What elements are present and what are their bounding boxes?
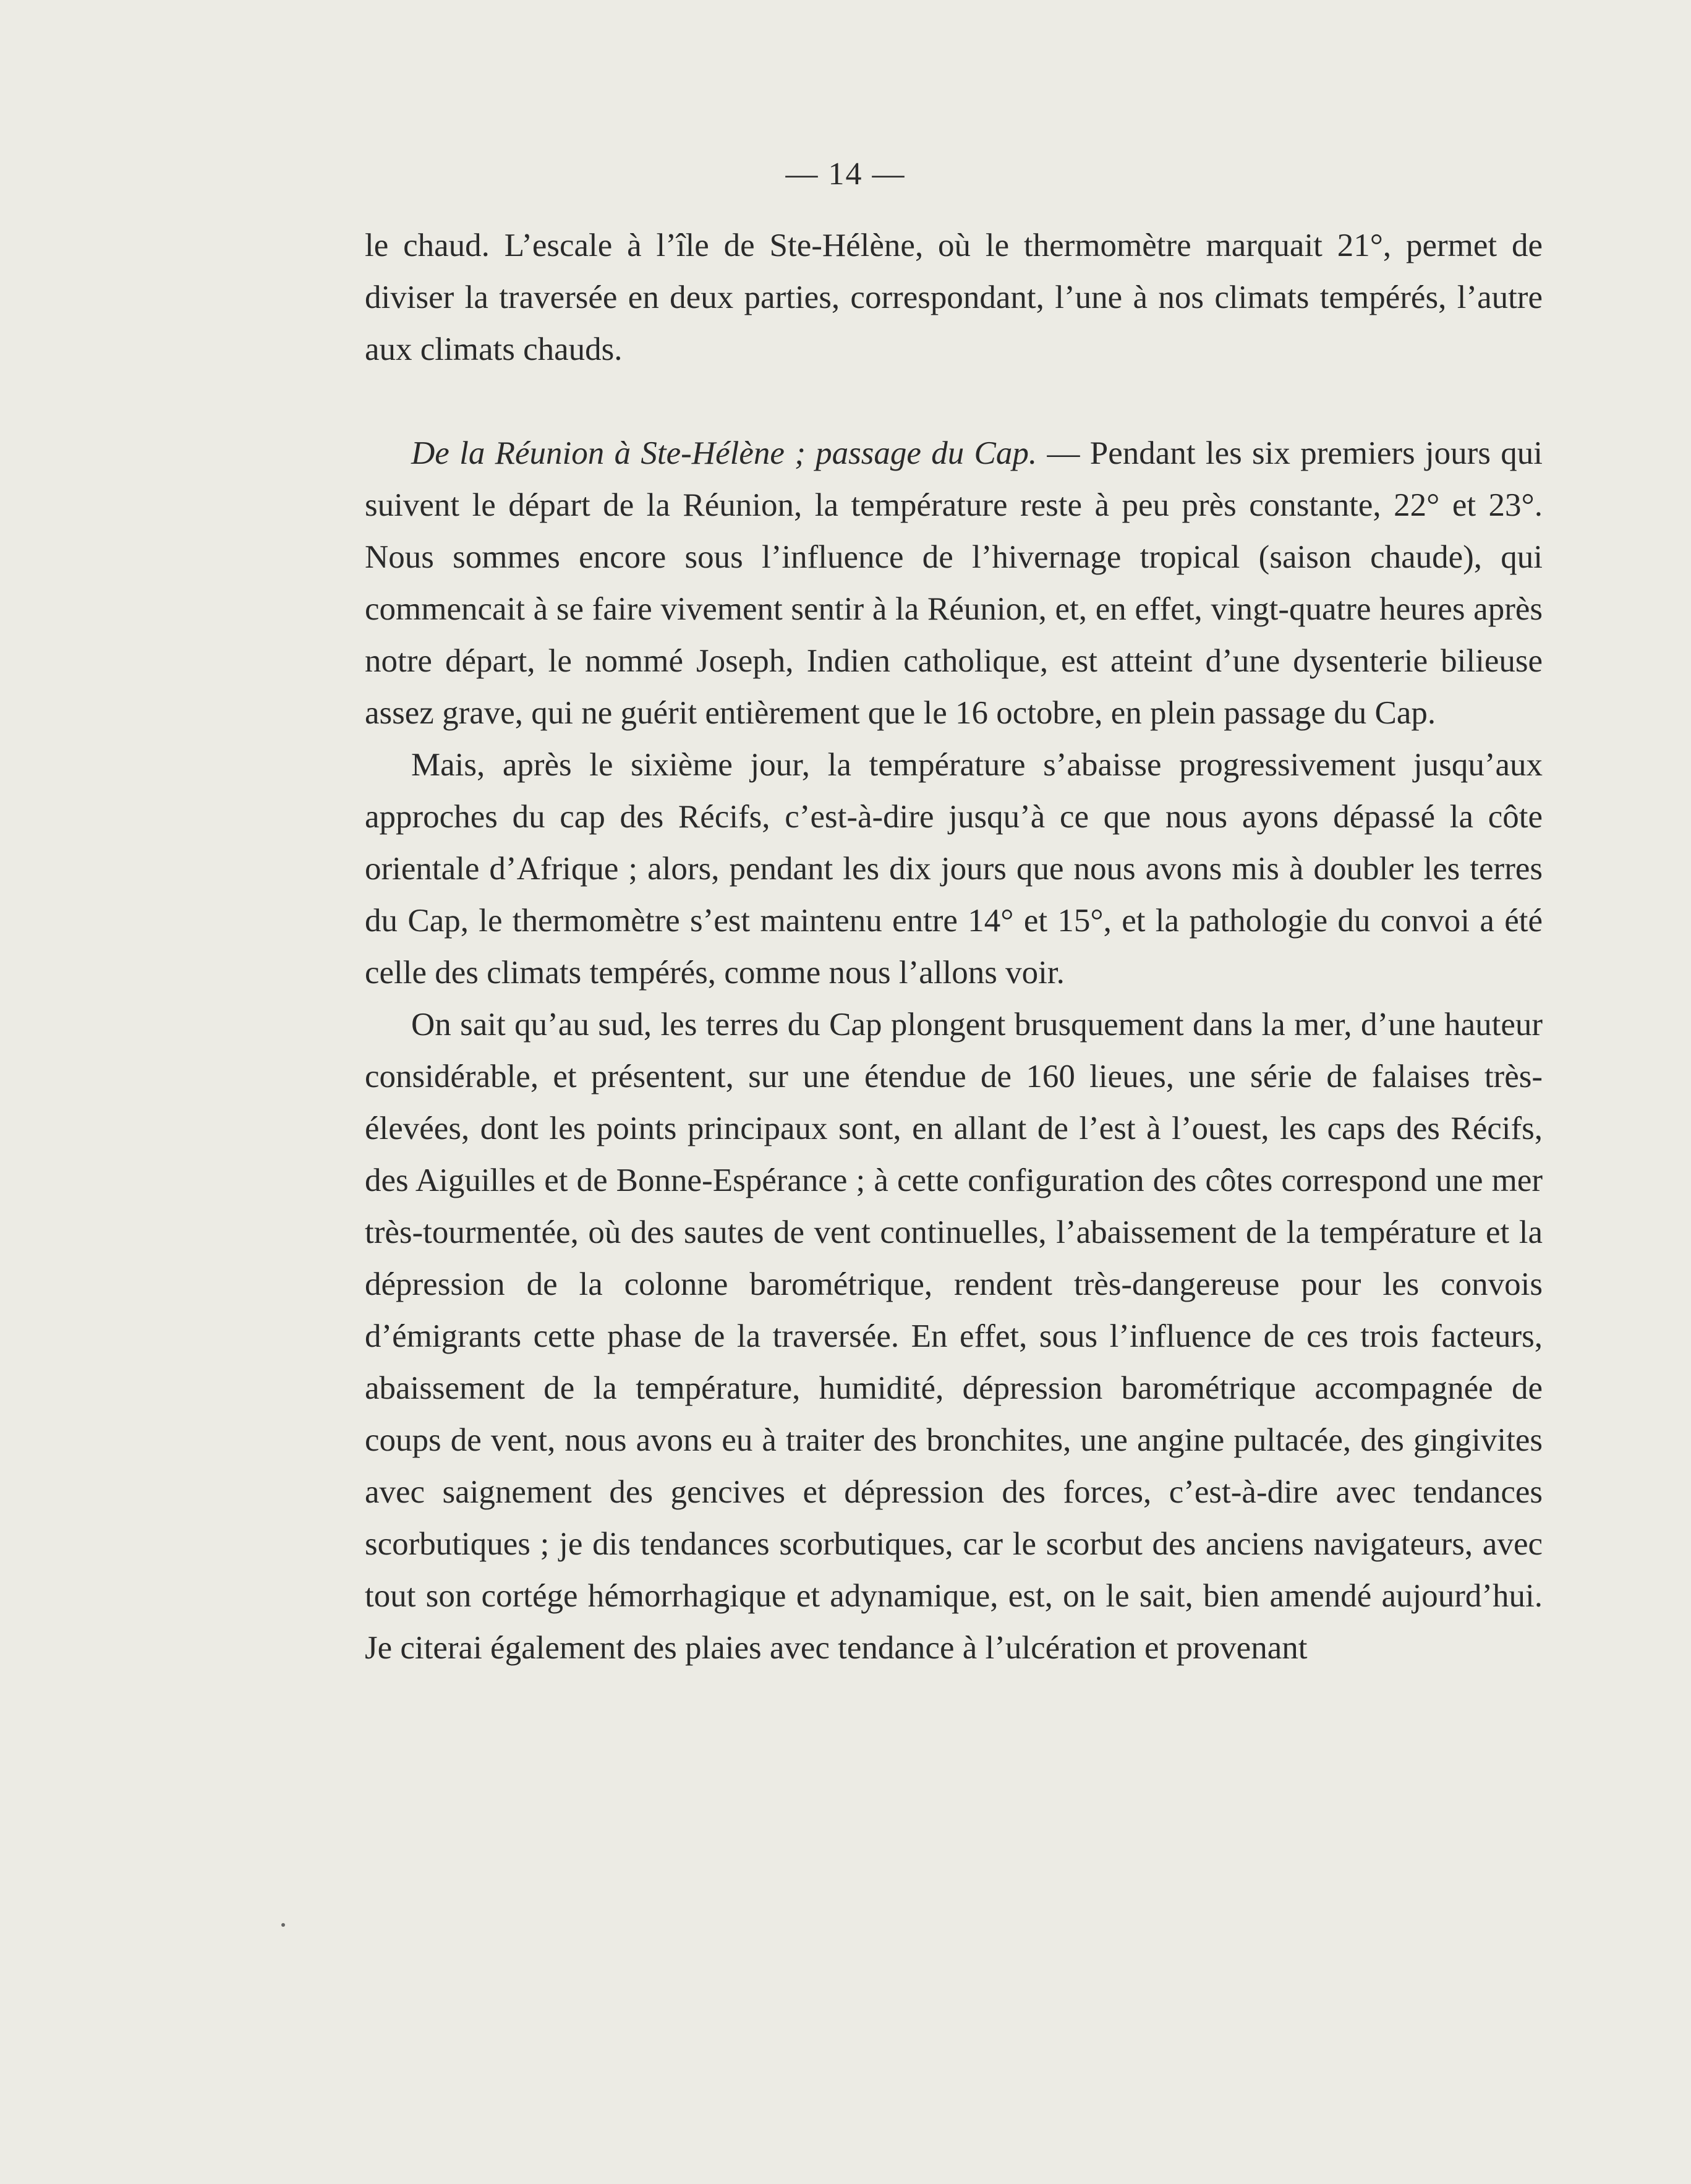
- section-title: De la Réunion à Ste-Hélène ; passage du Cap.: [411, 435, 1037, 471]
- margin-speck: [281, 1923, 285, 1927]
- paragraph-section-reunion: [365, 427, 1543, 739]
- paragraph-cape: On sait qu’au sud, les terres du Cap plongent brusquement dans la mer, d’une hauteur considérable, et présentent, sur une étendue de 160 lieues, une série de falaises très-élevées, dont les points principaux sont, en allant de l’est à l’ouest, les caps des Récifs, des Aiguilles et de Bonne-Espérance ; à cette configuration des côtes correspond une mer très-tourmentée, où des sautes de vent continuelles, l’abaissement de la température et la dépression de la colonne barométrique, rendent très-dangereuse pour les convois d’émigrants cette phase de la traversée. En effet, sous l’influence de ces trois facteurs, abaissement de la température, humidité, dépression barométrique accompagnée de coups de vent, nous avons eu à traiter des bronchites, une angine pultacée, des gingivites avec saignement des gencives et dépression des forces, c’est-à-dire avec tendances scorbutiques ; je dis tendances scorbutiques, car le scorbut des anciens navigateurs, avec tout son cortége hémorrhagique et adynamique, est, on le sait, bien amendé aujourd’hui. Je citerai également des plaies avec tendance à l’ulcération et provenant: [365, 1007, 1543, 1666]
- section-body: — Pendant les six premiers jours qui suivent le départ de la Réunion, la température reste à peu près constante, 22° et 23°. Nous sommes encore sous l’influence de l’hivernage tropical (saison chaude), qui commencait à se faire vivement sentir à la Réunion, et, en effet, vingt-quatre heures après notre départ, le nommé Joseph, Indien catholique, est atteint d’une dysenterie bilieuse assez grave, qui ne guérit entièrement que le 16 octobre, en plein passage du Cap.: [365, 435, 1543, 731]
- paragraph-continuation: le chaud. L’escale à l’île de Ste-Hélène, où le thermomètre marquait 21°, permet de diviser la traversée en deux parties, correspondant, l’une à nos climats tempérés, l’autre aux climats chauds.: [365, 228, 1543, 367]
- paragraph-temperature: Mais, après le sixième jour, la température s’abaisse progressivement jusqu’aux approches du cap des Récifs, c’est-à-dire jusqu’à ce que nous ayons dépassé la côte orientale d’Afrique ; alors, pendant les dix jours que nous avons mis à doubler les terres du Cap, le thermomètre s’est maintenu entre 14° et 15°, et la pathologie du convoi a été celle des climats tempérés, comme nous l’allons voir.: [365, 747, 1543, 991]
- body-text: [365, 220, 1543, 1674]
- page-number: — 14 —: [785, 156, 906, 192]
